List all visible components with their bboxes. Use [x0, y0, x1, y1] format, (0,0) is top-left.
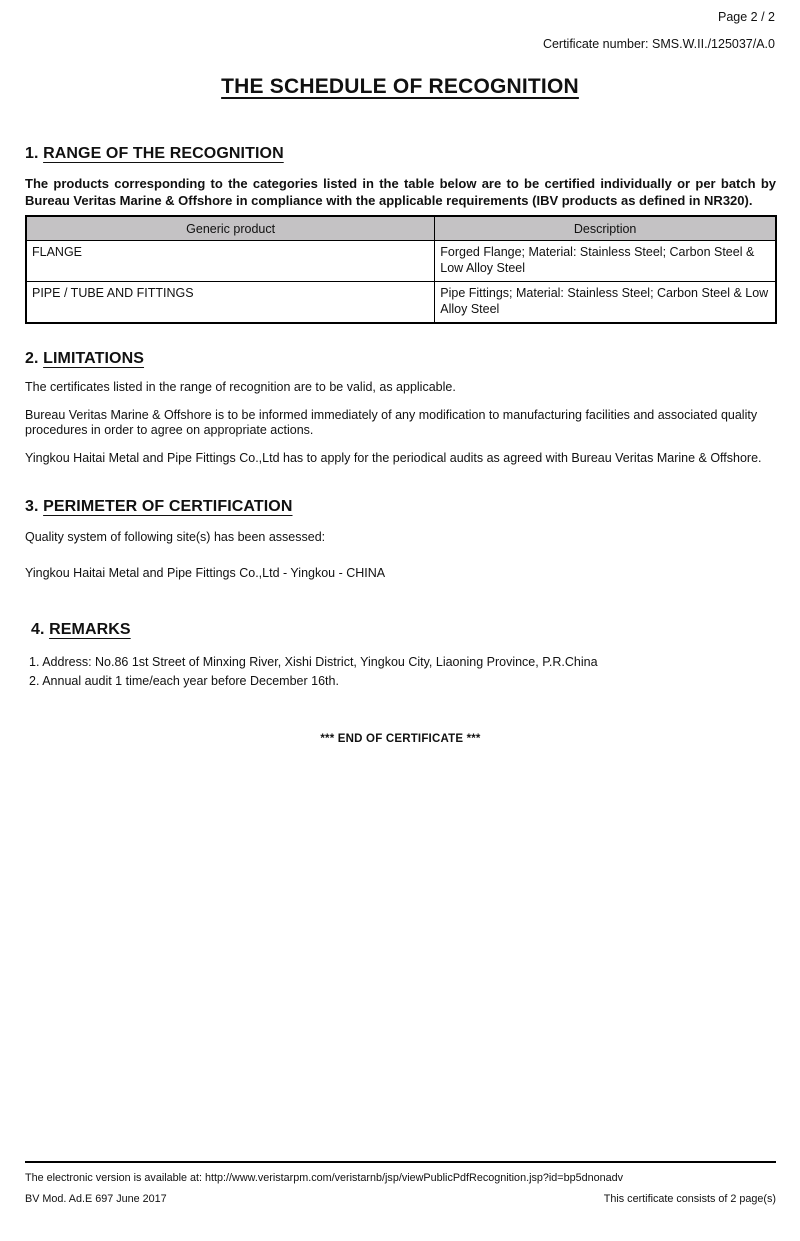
- table-header-generic-product: Generic product: [26, 216, 435, 241]
- table-row: [26, 282, 776, 324]
- section-perimeter-heading: [25, 498, 776, 516]
- section-remarks: [31, 621, 776, 691]
- product-cell: FLANGE: [26, 241, 435, 282]
- limitations-paragraph: The certificates listed in the range of recognition are to be valid, as applicable.: [25, 380, 456, 394]
- remark-item: 2. Annual audit 1 time/each year before December 16th.: [29, 674, 339, 688]
- electronic-version-line: The electronic version is available at: http://www.veristarpm.com/veristarnb/jsp/viewPublicPdfRecognition.jsp?id=bp5dnonadv: [25, 1172, 624, 1184]
- description-cell: Pipe Fittings; Material: Stainless Steel; Carbon Steel & Low Alloy Steel: [435, 282, 776, 324]
- section-perimeter: [25, 498, 776, 581]
- section-limitations-heading: [25, 350, 776, 368]
- limitations-paragraph: Yingkou Haitai Metal and Pipe Fittings Co.,Ltd has to apply for the periodical audits as agreed with Bureau Veritas Marine & Offshore.: [25, 450, 762, 465]
- description-cell: Forged Flange; Material: Stainless Steel; Carbon Steel & Low Alloy Steel: [435, 241, 776, 282]
- section-range-number: 1.: [25, 145, 39, 162]
- remark-item: 1. Address: No.86 1st Street of Minxing River, Xishi District, Yingkou City, Liaoning Province, P.R.China: [29, 655, 598, 669]
- document-body: [25, 145, 776, 745]
- page-title-text: THE SCHEDULE OF RECOGNITION: [221, 75, 579, 98]
- section-perimeter-number: 3.: [25, 498, 39, 515]
- footer-bottom-row: [25, 1193, 776, 1205]
- limitations-paragraph: Bureau Veritas Marine & Offshore is to be informed immediately of any modification to manufacturing facilities and associated quality procedures in order to agree on appropriate actions.: [25, 407, 758, 437]
- perimeter-paragraph: Quality system of following site(s) has been assessed:: [25, 530, 326, 544]
- section-range-heading: [25, 145, 776, 163]
- perimeter-site-line: Yingkou Haitai Metal and Pipe Fittings Co.,Ltd - Yingkou - CHINA: [25, 565, 386, 580]
- page-number: Page 2 / 2: [718, 10, 775, 24]
- section-range: [25, 145, 776, 324]
- table-header-description: Description: [435, 216, 776, 241]
- section-remarks-heading-text: REMARKS: [49, 621, 131, 638]
- section-remarks-heading: [31, 621, 776, 639]
- table-header-row: [26, 216, 776, 241]
- page-title: [0, 75, 800, 99]
- page-count-note: This certificate consists of 2 page(s): [603, 1193, 776, 1205]
- section-perimeter-heading-text: PERIMETER OF CERTIFICATION: [43, 498, 293, 515]
- page-footer: [25, 1161, 776, 1205]
- section-remarks-number: 4.: [31, 621, 45, 638]
- product-cell: PIPE / TUBE AND FITTINGS: [26, 282, 435, 324]
- section-limitations-heading-text: LIMITATIONS: [43, 350, 145, 367]
- footer-divider: [25, 1161, 776, 1163]
- products-table: [25, 215, 777, 324]
- range-intro-paragraph: The products corresponding to the categories listed in the table below are to be certified individually or per batch by Bureau Veritas Marine & Offshore in compliance with the applicable requirements (IBV products as defined in NR320).: [25, 176, 776, 208]
- section-range-heading-text: RANGE OF THE RECOGNITION: [43, 145, 284, 162]
- section-limitations-number: 2.: [25, 350, 39, 367]
- end-of-certificate-marker: *** END OF CERTIFICATE ***: [320, 733, 481, 745]
- page-header: [0, 0, 775, 51]
- remarks-list: [29, 653, 776, 691]
- section-limitations: [25, 350, 776, 466]
- table-row: [26, 241, 776, 282]
- form-code: BV Mod. Ad.E 697 June 2017: [25, 1193, 167, 1205]
- certificate-number: Certificate number: SMS.W.II./125037/A.0: [542, 37, 775, 51]
